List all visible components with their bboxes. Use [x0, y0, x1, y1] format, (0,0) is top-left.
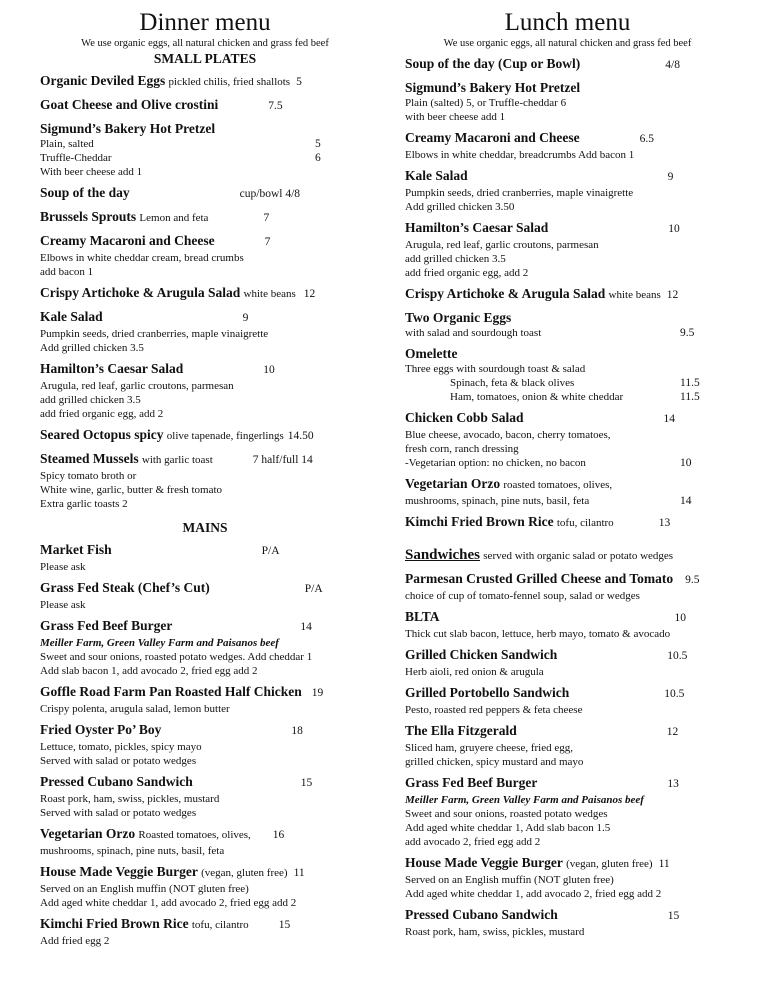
menu-item [40, 863, 370, 910]
item-price: 13 [658, 517, 671, 529]
item-price: 15 [300, 777, 313, 789]
item-description-inline: roasted tomatoes, olives, [503, 479, 613, 491]
item-price: 12 [666, 289, 679, 301]
item-detail-text: Sliced ham, gruyere cheese, fried egg, [405, 742, 573, 754]
item-detail-line [405, 887, 730, 901]
item-detail-text: add bacon 1 [40, 266, 94, 278]
item-detail-text: Roast pork, ham, swiss, pickles, mustard [405, 926, 585, 938]
item-name: Vegetarian Orzo [40, 826, 136, 841]
item-header [40, 284, 370, 303]
menu-item [405, 409, 730, 470]
item-detail-text: mushrooms, spinach, pine nuts, basil, feta [40, 845, 225, 857]
item-detail-text: add fried organic egg, add 2 [40, 408, 164, 420]
item-detail-line [40, 650, 370, 664]
item-header [405, 219, 730, 238]
item-detail-text: add grilled chicken 3.5 [405, 253, 506, 265]
item-detail-line [40, 934, 370, 948]
item-header [405, 345, 730, 362]
dinner-menu-title: Dinner menu [139, 9, 271, 36]
item-price: 7 [264, 236, 271, 248]
item-price: 14.50 [287, 430, 314, 442]
item-name: Vegetarian Orzo [405, 476, 501, 491]
item-detail-text: Thick cut slab bacon, lettuce, herb mayo, tomato & avocado [405, 628, 671, 640]
item-detail-text: choice of cup of tomato-fennel soup, salad or wedges [405, 590, 640, 602]
item-detail-line [40, 598, 370, 612]
item-detail-text: Elbows in white cheddar cream, bread crumbs [40, 252, 244, 264]
item-price: 19 [311, 687, 324, 699]
item-detail-text: Elbows in white cheddar, breadcrumbs Add bacon 1 [405, 149, 635, 161]
item-header [40, 450, 370, 469]
item-detail-text: Three eggs with sourdough toast & salad [405, 363, 586, 375]
menu-item [405, 79, 730, 124]
item-detail-line [40, 469, 370, 483]
item-header [405, 854, 730, 873]
item-detail-text: Served with salad or potato wedges [40, 807, 197, 819]
menu-item [40, 721, 370, 768]
item-detail-line [405, 456, 730, 470]
item-header [405, 570, 730, 589]
item-description-inline: white beans [608, 289, 661, 301]
menu-item [405, 167, 730, 214]
item-detail-text: Add aged white cheddar 1, add avocado 2, fried egg add 2 [405, 888, 662, 900]
item-header [40, 308, 370, 327]
item-header [40, 721, 370, 740]
item-header [405, 684, 730, 703]
item-detail-line [405, 807, 730, 821]
item-price: P/A [304, 583, 323, 595]
item-name: Grass Fed Beef Burger [405, 775, 538, 790]
item-name: Kimchi Fried Brown Rice [405, 514, 554, 529]
menu-item [405, 219, 730, 280]
item-header [40, 184, 370, 203]
item-detail-line [405, 835, 730, 849]
item-name: Goat Cheese and Olive crostini [40, 97, 219, 112]
item-detail-text: Extra garlic toasts 2 [40, 498, 128, 510]
item-detail-line [405, 362, 730, 376]
menu-item [405, 906, 730, 939]
lunch-menu-title: Lunch menu [504, 9, 631, 36]
item-header [40, 96, 370, 115]
item-header [405, 906, 730, 925]
item-header [40, 232, 370, 251]
item-detail-price: 11.5 [680, 377, 700, 389]
item-header [40, 72, 370, 91]
item-header [405, 774, 730, 793]
item-detail-line [405, 873, 730, 887]
item-name: Kimchi Fried Brown Rice [40, 916, 189, 931]
item-header [40, 825, 370, 844]
item-detail-price: 11.5 [680, 391, 700, 403]
item-header [40, 773, 370, 792]
item-detail-text: Blue cheese, avocado, bacon, cherry tomatoes, [405, 429, 611, 441]
menu-item [40, 96, 370, 115]
menu-item [40, 232, 370, 279]
item-detail-text: Lettuce, tomato, pickles, spicy mayo [40, 741, 202, 753]
item-header [40, 617, 370, 636]
item-detail-text: Add aged white cheddar 1, Add slab bacon 1.5 [405, 822, 611, 834]
item-detail-line [40, 754, 370, 768]
item-price: 14 [663, 413, 676, 425]
small-plates-heading: SMALL PLATES [153, 51, 257, 66]
item-name: House Made Veggie Burger [405, 855, 563, 870]
item-detail-line [405, 703, 730, 717]
item-name: Goffle Road Farm Pan Roasted Half Chicken [40, 684, 302, 699]
item-price: 7 half/full 14 [252, 454, 313, 466]
menu-item [40, 450, 370, 511]
sandwiches-list [405, 570, 730, 939]
item-detail-line [405, 326, 730, 340]
item-price: 15 [278, 919, 291, 931]
item-name: Seared Octopus spicy [40, 427, 164, 442]
item-header [405, 513, 730, 532]
item-detail-text: Please ask [40, 599, 86, 611]
item-detail-text: fresh corn, ranch dressing [405, 443, 519, 455]
menu-item [405, 513, 730, 532]
item-name: Grass Fed Beef Burger [40, 618, 173, 633]
item-name: Grass Fed Steak (Chef’s Cut) [40, 580, 210, 595]
item-header [405, 608, 730, 627]
item-detail-text: Spicy tomato broth or [40, 470, 137, 482]
item-header [405, 129, 730, 148]
item-detail-line [405, 148, 730, 162]
item-detail-line [40, 792, 370, 806]
item-name: Creamy Macaroni and Cheese [405, 130, 580, 145]
item-price: 4/8 [665, 59, 680, 71]
menu-item [405, 475, 730, 508]
item-detail-line [40, 702, 370, 716]
item-detail-text: with salad and sourdough toast [405, 327, 542, 339]
item-name: Soup of the day [40, 185, 130, 200]
menu-item [405, 722, 730, 769]
item-description-inline: tofu, cilantro [556, 517, 614, 529]
item-name: Omelette [405, 346, 458, 361]
menu-item [405, 854, 730, 901]
item-detail-line [40, 882, 370, 896]
item-detail-text: Please ask [40, 561, 86, 573]
item-name: The Ella Fitzgerald [405, 723, 517, 738]
item-detail-price: 10 [680, 457, 692, 469]
item-name: Chicken Cobb Salad [405, 410, 524, 425]
small-plates-list [40, 72, 370, 511]
menu-item [405, 608, 730, 641]
item-header [405, 285, 730, 304]
item-header [40, 120, 370, 137]
item-header [405, 409, 730, 428]
item-header [40, 360, 370, 379]
item-header [40, 426, 370, 445]
item-detail-text: add avocado 2, fried egg add 2 [405, 836, 541, 848]
item-detail-price: 9.5 [680, 327, 695, 339]
item-description-inline: Roasted tomatoes, olives, [138, 829, 251, 841]
item-detail-line [40, 896, 370, 910]
mains-heading: MAINS [182, 520, 228, 535]
item-price: cup/bowl 4/8 [239, 188, 301, 200]
item-name: Hamilton’s Caesar Salad [405, 220, 549, 235]
item-header [405, 55, 730, 74]
sandwiches-note: served with organic salad or potato wedges [483, 550, 674, 562]
mains-list [40, 541, 370, 948]
menu-item [405, 684, 730, 717]
item-price: 12 [666, 726, 679, 738]
item-header [40, 579, 370, 598]
menu-item [40, 915, 370, 948]
item-detail-text: With beer cheese add 1 [40, 166, 143, 178]
item-name: Soup of the day (Cup or Bowl) [405, 56, 581, 71]
menu-item [40, 683, 370, 716]
item-detail-line [40, 165, 370, 179]
item-detail-text: Add aged white cheddar 1, add avocado 2, fried egg add 2 [40, 897, 297, 909]
item-price: 11 [658, 858, 670, 870]
item-detail-line [40, 341, 370, 355]
menu-item [405, 285, 730, 304]
item-price: 10 [674, 612, 687, 624]
item-detail-text: Pesto, roasted red peppers & feta cheese [405, 704, 583, 716]
item-header [40, 683, 370, 702]
menu-item [40, 308, 370, 355]
menu-item [40, 773, 370, 820]
menu-item [40, 120, 370, 179]
item-detail-line [405, 390, 730, 404]
item-detail-text: with beer cheese add 1 [405, 111, 506, 123]
item-name: Market Fish [40, 542, 112, 557]
item-price: 5 [296, 76, 302, 88]
item-header [40, 915, 370, 934]
menu-item [405, 646, 730, 679]
item-header [40, 208, 370, 227]
item-price: 15 [667, 910, 680, 922]
item-name: Pressed Cubano Sandwich [40, 774, 193, 789]
menu-item [40, 284, 370, 303]
item-detail-text: Plain (salted) 5, or Truffle-cheddar 6 [405, 97, 567, 109]
dinner-menu-column [40, 8, 370, 948]
item-detail-line [405, 110, 730, 124]
item-detail-text: Meiller Farm, Green Valley Farm and Paisanos beef [40, 637, 279, 649]
item-detail-text: Served on an English muffin (NOT gluten free) [405, 874, 614, 886]
menu-item [40, 360, 370, 421]
item-detail-price: 14 [680, 495, 692, 507]
item-detail-text: -Vegetarian option: no chicken, no bacon [405, 457, 586, 469]
item-name: Creamy Macaroni and Cheese [40, 233, 215, 248]
item-price: 16 [272, 829, 285, 841]
item-detail-text: Add grilled chicken 3.5 [40, 342, 144, 354]
item-name: House Made Veggie Burger [40, 864, 198, 879]
item-price: 9.5 [685, 574, 700, 586]
item-detail-line [405, 821, 730, 835]
item-detail-text: Add fried egg 2 [40, 935, 110, 947]
item-header [405, 167, 730, 186]
menu-item [405, 345, 730, 404]
menu-item [40, 541, 370, 574]
menu-item [40, 184, 370, 203]
lunch-items-list [405, 55, 730, 532]
item-detail-line [405, 925, 730, 939]
item-header [405, 79, 730, 96]
item-detail-text: Herb aioli, red onion & arugula [405, 666, 544, 678]
item-detail-line [405, 376, 730, 390]
item-name: Sigmund’s Bakery Hot Pretzel [40, 121, 216, 136]
item-detail-text: Sweet and sour onions, roasted potato wedges [405, 808, 608, 820]
item-detail-text: White wine, garlic, butter & fresh tomato [40, 484, 223, 496]
item-detail-text: Spinach, feta & black olives [450, 377, 575, 389]
item-detail-text: grilled chicken, spicy mustard and mayo [405, 756, 584, 768]
item-detail-line [405, 627, 730, 641]
item-name: Parmesan Crusted Grilled Cheese and Tomato [405, 571, 674, 586]
item-detail-line [405, 238, 730, 252]
item-name: Two Organic Eggs [405, 310, 512, 325]
item-header [40, 863, 370, 882]
item-detail-text: Roast pork, ham, swiss, pickles, mustard [40, 793, 220, 805]
item-detail-line [405, 665, 730, 679]
item-header [405, 722, 730, 741]
item-detail-text: Served on an English muffin (NOT gluten free) [40, 883, 249, 895]
item-detail-text: Truffle-Cheddar [40, 152, 112, 164]
dinner-subtitle: We use organic eggs, all natural chicken and grass fed beef [81, 38, 329, 49]
item-detail-text: Served with salad or potato wedges [40, 755, 197, 767]
item-name: Kale Salad [405, 168, 468, 183]
item-price: 7.5 [268, 100, 283, 112]
menu-item [40, 72, 370, 91]
item-detail-text: Pumpkin seeds, dried cranberries, maple vinaigrette [40, 328, 269, 340]
lunch-subtitle: We use organic eggs, all natural chicken and grass fed beef [443, 38, 692, 49]
item-name: Grilled Portobello Sandwich [405, 685, 570, 700]
item-detail-line [40, 560, 370, 574]
item-detail-line [40, 137, 370, 151]
item-price: 10.5 [667, 650, 688, 662]
item-detail-line [40, 251, 370, 265]
item-name: Hamilton’s Caesar Salad [40, 361, 184, 376]
item-price: 14 [300, 621, 312, 633]
item-detail-text: Crispy polenta, arugula salad, lemon butter [40, 703, 230, 715]
item-detail-line [40, 664, 370, 678]
item-detail-line [40, 636, 370, 650]
sandwiches-heading: Sandwiches [405, 547, 481, 563]
sandwiches-heading-row [405, 546, 730, 565]
item-description-inline: with garlic toast [141, 454, 213, 466]
item-detail-line [405, 755, 730, 769]
item-detail-text: mushrooms, spinach, pine nuts, basil, feta [405, 495, 590, 507]
item-detail-line [405, 252, 730, 266]
item-name: Pressed Cubano Sandwich [405, 907, 558, 922]
item-price: 10 [263, 364, 275, 376]
menu-item [405, 309, 730, 340]
item-detail-line [405, 96, 730, 110]
item-price: 9 [242, 312, 249, 324]
item-price: 9 [667, 171, 674, 183]
item-detail-line [40, 265, 370, 279]
item-description-inline: pickled chilis, fried shallots [168, 76, 291, 88]
item-detail-text: Plain, salted [40, 138, 94, 150]
menu-item [40, 617, 370, 678]
item-detail-line [40, 740, 370, 754]
menu-item [40, 579, 370, 612]
item-detail-line [405, 200, 730, 214]
item-name: BLTA [405, 609, 440, 624]
item-name: Steamed Mussels [40, 451, 139, 466]
menu-item [405, 55, 730, 74]
item-header [40, 541, 370, 560]
item-detail-line [405, 589, 730, 603]
item-name: Brussels Sprouts [40, 209, 137, 224]
item-description-inline: Lemon and feta [139, 212, 209, 224]
item-detail-text: add fried organic egg, add 2 [405, 267, 529, 279]
item-name: Crispy Artichoke & Arugula Salad [405, 286, 606, 301]
menu-item [405, 570, 730, 603]
menu-item [40, 208, 370, 227]
item-price: 7 [263, 212, 270, 224]
item-detail-line [405, 428, 730, 442]
item-detail-line [40, 844, 370, 858]
item-detail-line [405, 186, 730, 200]
item-description-inline: white beans [243, 288, 296, 300]
item-price: 13 [667, 778, 679, 790]
item-detail-text: Arugula, red leaf, garlic croutons, parmesan [405, 239, 599, 251]
item-detail-line [40, 806, 370, 820]
item-detail-line [40, 151, 370, 165]
item-detail-line [405, 494, 730, 508]
item-price: 10.5 [664, 688, 685, 700]
item-detail-text: Ham, tomatoes, onion & white cheddar [450, 391, 624, 403]
item-description-inline: tofu, cilantro [191, 919, 249, 931]
item-price: 18 [291, 725, 303, 737]
item-description-inline: olive tapenade, fingerlings [166, 430, 284, 442]
item-detail-text: Sweet and sour onions, roasted potato wedges. Add cheddar 1 [40, 651, 313, 663]
item-header [405, 475, 730, 494]
item-detail-text: add grilled chicken 3.5 [40, 394, 141, 406]
item-detail-price: 6 [315, 152, 321, 164]
item-header [405, 309, 730, 326]
item-detail-line [40, 407, 370, 421]
item-detail-line [405, 442, 730, 456]
item-detail-line [40, 379, 370, 393]
item-header [405, 646, 730, 665]
item-name: Kale Salad [40, 309, 103, 324]
item-price: 11 [293, 867, 305, 879]
menu-item [40, 825, 370, 858]
item-price: 12 [303, 288, 316, 300]
item-name: Crispy Artichoke & Arugula Salad [40, 285, 241, 300]
lunch-menu-column [405, 8, 730, 939]
item-name: Sigmund’s Bakery Hot Pretzel [405, 80, 581, 95]
item-price: 10 [668, 223, 680, 235]
item-name: Grilled Chicken Sandwich [405, 647, 558, 662]
item-name: Fried Oyster Po’ Boy [40, 722, 162, 737]
menu-item [40, 426, 370, 445]
item-detail-text: Add grilled chicken 3.50 [405, 201, 515, 213]
item-detail-line [40, 483, 370, 497]
item-description-inline: (vegan, gluten free) [566, 858, 653, 870]
item-detail-text: Pumpkin seeds, dried cranberries, maple vinaigrette [405, 187, 634, 199]
item-price: 6.5 [639, 133, 654, 145]
item-detail-text: Arugula, red leaf, garlic croutons, parmesan [40, 380, 234, 392]
item-name: Organic Deviled Eggs [40, 73, 166, 88]
item-detail-line [40, 393, 370, 407]
item-detail-line [405, 793, 730, 807]
item-detail-text: Add slab bacon 1, add avocado 2, fried egg add 2 [40, 665, 258, 677]
item-detail-line [405, 266, 730, 280]
item-detail-price: 5 [315, 138, 321, 150]
item-price: P/A [261, 545, 280, 557]
menu-item [405, 129, 730, 162]
item-detail-text: Meiller Farm, Green Valley Farm and Paisanos beef [405, 794, 644, 806]
item-description-inline: (vegan, gluten free) [201, 867, 288, 879]
item-detail-line [40, 497, 370, 511]
item-detail-line [405, 741, 730, 755]
item-detail-line [40, 327, 370, 341]
menu-item [405, 774, 730, 849]
